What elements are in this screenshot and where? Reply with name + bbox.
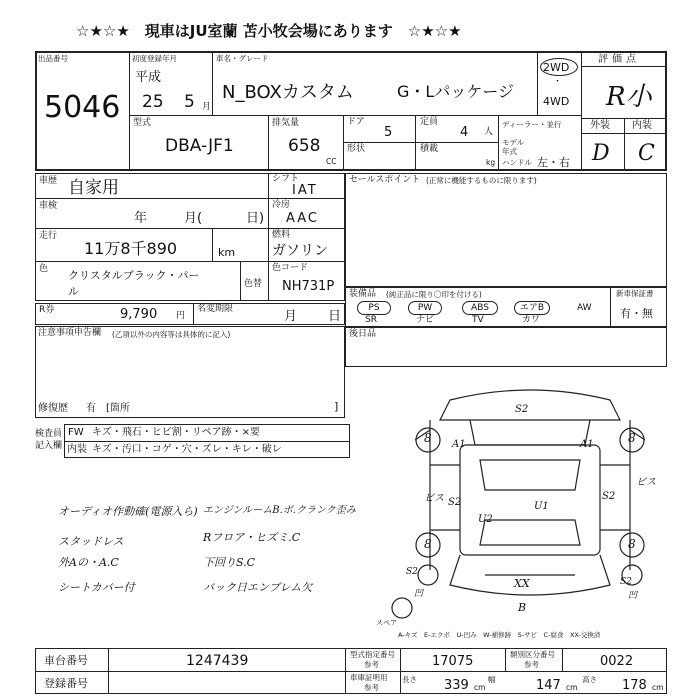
after-fit-frame bbox=[345, 327, 667, 367]
width-unit: cm bbox=[566, 683, 578, 692]
color-code: NH731P bbox=[282, 279, 335, 294]
diagram-mark-s2-top: S2 bbox=[515, 404, 529, 415]
diagram-mark-bis-right: ビス bbox=[636, 477, 656, 488]
engine-unit: CC bbox=[326, 157, 337, 166]
ac-label: 冷房 bbox=[272, 200, 291, 210]
diagram-mark-8-fr: 8 bbox=[628, 431, 636, 445]
load-unit: kg bbox=[486, 158, 496, 167]
diagram-mark-dent-left: 凹 bbox=[414, 589, 424, 599]
fuel-value: ガソリン bbox=[272, 243, 328, 259]
vehicle-name-label: 車名・グレード bbox=[216, 54, 269, 63]
inspection-year: 年 bbox=[134, 211, 148, 226]
shift-label: シフト bbox=[272, 174, 300, 184]
diagram-mark-s2-rear-left: S2 bbox=[406, 567, 418, 577]
length-value: 339 bbox=[444, 678, 469, 693]
equipment-airbag: エアB bbox=[514, 301, 550, 315]
type-number: 17075 bbox=[432, 654, 474, 669]
diagram-mark-dent-right: 凹 bbox=[628, 591, 638, 601]
equipment-aw: AW bbox=[577, 303, 592, 313]
drive-2wd: 2WD bbox=[543, 61, 570, 74]
doors-value: 5 bbox=[384, 125, 393, 140]
checker-int-items: キズ・汚口・コゲ・穴・ズレ・キレ・破レ bbox=[92, 444, 282, 455]
shift-value: IAT bbox=[292, 183, 318, 198]
dealer-label: ディーラー・並行 bbox=[502, 120, 562, 129]
diagram-mark-a1-left: A1 bbox=[452, 439, 466, 450]
recycle-value: 9,790 bbox=[120, 307, 158, 322]
repair-close-bracket: ] bbox=[334, 400, 339, 413]
inspection-day: 日) bbox=[246, 211, 265, 226]
diagram-spare-label: スペア bbox=[376, 619, 397, 627]
equipment-navi: ナビ bbox=[416, 315, 435, 325]
registration-era: 平成 bbox=[135, 70, 162, 85]
diagram-mark-8-rr: 8 bbox=[628, 537, 636, 551]
warranty-value: 有・無 bbox=[620, 307, 653, 320]
mileage-label: 走行 bbox=[39, 231, 58, 241]
height-label: 高さ bbox=[582, 675, 597, 684]
equipment-sub: (純正品に限り〇印を付ける) bbox=[386, 290, 482, 299]
chassis-number: 1247439 bbox=[186, 653, 249, 669]
color-code-label: 色コード bbox=[272, 263, 309, 273]
handwritten-note-5: エンジンルームB.ボ.クランク歪み bbox=[203, 505, 356, 516]
model-value: DBA-JF1 bbox=[165, 136, 234, 156]
diagram-mark-8-fl: 8 bbox=[424, 431, 432, 445]
capacity-label: 定員 bbox=[420, 117, 439, 127]
checker-int: 内装 bbox=[67, 444, 87, 455]
diagram-mark-8-rl: 8 bbox=[424, 537, 432, 551]
mileage-value: 11万8千890 bbox=[84, 239, 178, 258]
capacity-value: 4 bbox=[460, 125, 469, 140]
history-label: 車歴 bbox=[39, 176, 58, 186]
notes-sub: (乙項以外の内容等は具体的に記入) bbox=[112, 330, 231, 339]
score-label: 評価点 bbox=[598, 54, 640, 65]
ac-value: AAC bbox=[286, 211, 319, 226]
recycle-unit: 円 bbox=[176, 311, 186, 321]
notes-label: 注意事項申告欄 bbox=[38, 328, 102, 338]
height-unit: cm bbox=[652, 683, 664, 692]
registration-label: 初度登録年月 bbox=[132, 54, 177, 63]
length-unit: cm bbox=[474, 683, 486, 692]
height-value: 178 bbox=[622, 678, 647, 693]
drive-dot: ・ bbox=[553, 77, 563, 87]
after-fit-label: 後日品 bbox=[349, 329, 377, 339]
name-change-month: 月 bbox=[284, 309, 298, 324]
diagram-mark-u2: U2 bbox=[478, 514, 493, 525]
handle-label: ハンドル bbox=[502, 158, 532, 167]
equipment-pw: PW bbox=[408, 301, 442, 315]
warranty-label: 新車保証書 bbox=[616, 289, 654, 298]
cert-sub: 参考 bbox=[364, 683, 379, 692]
length-label: 長さ bbox=[402, 675, 417, 684]
name-change-day: 日 bbox=[328, 309, 342, 324]
sales-point-sub: (正常に機能するものに限ります) bbox=[426, 176, 537, 185]
checker-fw-items: キズ・飛石・ヒビ割・リペア跡・×要 bbox=[92, 427, 260, 438]
type-sub: 参考 bbox=[364, 660, 379, 669]
lot-label: 出品番号 bbox=[38, 54, 68, 63]
repair-label: 修復歴 bbox=[38, 403, 68, 414]
registration-number-label: 登録番号 bbox=[44, 677, 88, 690]
sales-point-frame bbox=[345, 173, 667, 287]
diagram-mark-u1: U1 bbox=[534, 501, 549, 512]
fuel-label: 燃料 bbox=[272, 230, 291, 240]
diagram-mark-s2-left: S2 bbox=[448, 497, 462, 508]
checker-fw: FW bbox=[68, 427, 84, 438]
diagram-mark-s2-rear-right: S2 bbox=[620, 577, 632, 587]
class-label: 類別区分番号 bbox=[510, 650, 555, 659]
class-sub: 参考 bbox=[524, 660, 539, 669]
chassis-label: 車台番号 bbox=[44, 654, 88, 667]
handle-value: 左・右 bbox=[537, 156, 570, 169]
name-change-label: 名変期限 bbox=[197, 304, 234, 314]
diagram-mark-xx: XX bbox=[514, 577, 530, 590]
model-label: 型式 bbox=[133, 118, 152, 128]
color-value-line1: クリスタルブラック・パー bbox=[68, 269, 200, 282]
recycle-frame bbox=[35, 303, 345, 325]
handwritten-note-1: オーディオ作動確(電源入ら) bbox=[58, 505, 198, 518]
handwritten-note-6: Rフロア・ヒズミ.C bbox=[203, 531, 301, 544]
handwritten-note-3: 外Aの・A.C bbox=[58, 556, 119, 569]
inspection-label: 車検 bbox=[39, 201, 58, 211]
vehicle-name: N_BOXカスタム bbox=[222, 82, 354, 103]
checker-label1: 検査員 bbox=[35, 429, 63, 439]
recycle-label: R券 bbox=[39, 305, 55, 315]
vehicle-grade: G・Lパッケージ bbox=[397, 82, 514, 101]
capacity-unit: 人 bbox=[484, 127, 494, 137]
diagram-mark-b: B bbox=[518, 601, 527, 614]
width-label: 幅 bbox=[488, 675, 496, 684]
registration-month-unit: 月 bbox=[202, 102, 212, 112]
history-value: 自家用 bbox=[68, 178, 119, 198]
body-shape-label: 形状 bbox=[347, 144, 366, 154]
diagram-mark-s2-right: S2 bbox=[602, 491, 616, 502]
equipment-sr: SR bbox=[365, 315, 377, 325]
lot-number: 5046 bbox=[44, 90, 121, 125]
color-value-line2: ル bbox=[68, 285, 79, 298]
diagram-legend: A-キズ E-エクボ U-凹み W-補修跡 S-サビ C-腐食 XX-交換済 bbox=[398, 631, 601, 639]
handwritten-note-2: スタッドレス bbox=[58, 535, 124, 548]
diagram-mark-bis-left: ビス bbox=[424, 493, 444, 504]
notes-frame bbox=[35, 326, 345, 418]
registration-year: 25 bbox=[142, 92, 164, 112]
handwritten-note-8: バック日エンブレム欠 bbox=[203, 581, 313, 594]
equipment-label: 装備品 bbox=[349, 289, 377, 299]
doors-label: ドア bbox=[347, 117, 365, 127]
repair-value: 有 [箇所 bbox=[86, 403, 130, 414]
equipment-ps: PS bbox=[357, 301, 391, 315]
mileage-unit: km bbox=[218, 246, 236, 259]
handwritten-note-4: シートカバー付 bbox=[58, 581, 135, 594]
class-number: 0022 bbox=[600, 654, 634, 669]
engine-value: 658 bbox=[288, 136, 321, 156]
equipment-tv: TV bbox=[472, 315, 484, 325]
interior-grade: C bbox=[638, 141, 655, 166]
inspection-month: 月( bbox=[184, 211, 203, 226]
equipment-abs: ABS bbox=[462, 301, 498, 315]
exterior-label: 外装 bbox=[590, 120, 610, 131]
drive-4wd: 4WD bbox=[543, 95, 570, 108]
color-label: 色 bbox=[39, 264, 49, 274]
model-year-label: モデル年式 bbox=[502, 138, 525, 156]
checker-label2: 記入欄 bbox=[35, 441, 63, 451]
color-change-label: 色替 bbox=[244, 279, 263, 289]
sales-point-label: セールスポイント bbox=[349, 175, 421, 185]
banner-title: ☆★☆★ 現車はJU室蘭 苫小牧会場にあります ☆★☆★ bbox=[76, 22, 462, 40]
engine-label: 排気量 bbox=[272, 118, 300, 128]
handwritten-note-7: 下回りS.C bbox=[203, 556, 256, 569]
exterior-grade: D bbox=[592, 141, 610, 166]
width-value: 147 bbox=[536, 678, 561, 693]
type-label: 型式指定番号 bbox=[350, 650, 395, 659]
load-label: 積載 bbox=[420, 144, 439, 154]
registration-month: 5 bbox=[184, 92, 195, 112]
score-value: R小 bbox=[606, 82, 652, 112]
equipment-kawa: カワ bbox=[522, 315, 541, 325]
interior-label: 内装 bbox=[632, 120, 652, 131]
diagram-mark-a1-right: A1 bbox=[580, 439, 594, 450]
cert-label: 車庫証明用 bbox=[350, 673, 388, 682]
